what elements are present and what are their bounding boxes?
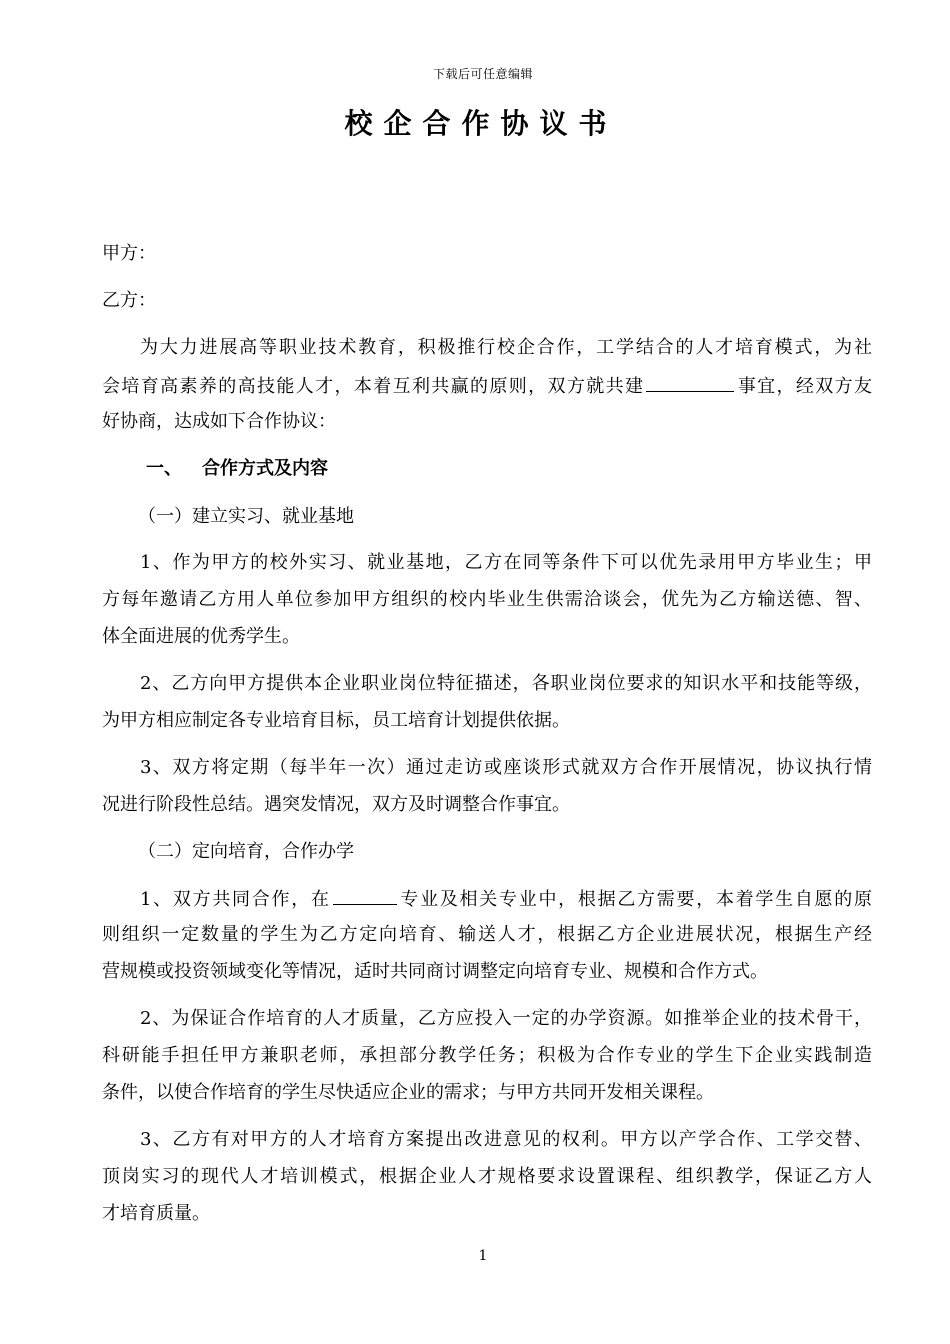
- paragraph-line: 为甲方相应制定各专业培育目标，员工培育计划提供依据。: [102, 710, 570, 731]
- blank-line[interactable]: [646, 371, 734, 392]
- paragraph-line: 体全面进展的优秀学生。: [102, 626, 300, 647]
- paragraph-line: 2、乙方向甲方提供本企业职业岗位特征描述，各职业岗位要求的知识水平和技能等级，: [140, 673, 872, 694]
- header-note: 下载后可任意编辑: [432, 67, 533, 81]
- section-heading: [146, 455, 328, 483]
- paragraph-line: 营规模或投资领域变化等情况，适时共同商讨调整定向培育专业、规模和合作方式。: [102, 961, 768, 982]
- intro-line-1: 为大力进展高等职业技术教育，积极推行校企合作，工学结合的人才培育模式，为社: [140, 337, 872, 358]
- paragraph-line: 才培育质量。: [102, 1203, 210, 1224]
- paragraph-line: 3、乙方有对甲方的人才培育方案提出改进意见的权利。甲方以产学合作、工学交替、: [140, 1129, 872, 1150]
- paragraph-line: 况进行阶段性总结。遇突发情况，双方及时调整合作事宜。: [102, 794, 570, 815]
- section-title: 合作方式及内容: [202, 458, 328, 479]
- intro-line-2-text-end: 事宜，经双方友: [736, 376, 873, 397]
- subsection-heading: （一）建立实习、就业基地: [138, 506, 354, 527]
- paragraph-line: [140, 884, 872, 914]
- paragraph-line: 科研能手担任甲方兼职老师，承担部分教学任务；积极为合作专业的学生下企业实践制造: [102, 1045, 872, 1066]
- intro-line-2-text: 会培育高素养的高技能人才，本着互利共赢的原则，双方就共建: [102, 376, 645, 397]
- paragraph-line: 方每年邀请乙方用人单位参加甲方组织的校内毕业生供需洽谈会，优先为乙方输送德、智、: [102, 589, 872, 610]
- paragraph-line: 1、作为甲方的校外实习、就业基地，乙方在同等条件下可以优先录用甲方毕业生；甲: [140, 552, 872, 573]
- paragraph-line: 则组织一定数量的学生为乙方定向培育、输送人才，根据乙方企业进展状况，根据生产经: [102, 924, 872, 945]
- party-b-label: 乙方：: [102, 290, 156, 311]
- intro-line-2: [102, 371, 872, 401]
- paragraph-line: 条件，以使合作培育的学生尽快适应企业的需求；与甲方共同开发相关课程。: [102, 1082, 714, 1103]
- document-title: 校企合作协议书: [344, 107, 618, 140]
- page-number: 1: [478, 1248, 488, 1264]
- subsection-heading: （二）定向培育，合作办学: [138, 841, 354, 862]
- paragraph-line: 3、双方将定期（每半年一次）通过走访或座谈形式就双方合作开展情况，协议执行情: [140, 757, 872, 778]
- party-a-label: 甲方：: [102, 243, 156, 264]
- blank-line[interactable]: [333, 884, 397, 905]
- paragraph-line: 顶岗实习的现代人才培训模式，根据企业人才规格要求设置课程、组织教学，保证乙方人: [102, 1166, 872, 1187]
- intro-line-3: 好协商，达成如下合作协议：: [102, 411, 336, 432]
- paragraph-text: 1、双方共同合作，在: [140, 889, 331, 910]
- paragraph-line: 2、为保证合作培育的人才质量，乙方应投入一定的办学资源。如推举企业的技术骨干，: [140, 1008, 872, 1029]
- section-number: 一、: [146, 458, 182, 479]
- paragraph-text-end: 专业及相关专业中，根据乙方需要，本着学生自愿的原: [398, 889, 872, 910]
